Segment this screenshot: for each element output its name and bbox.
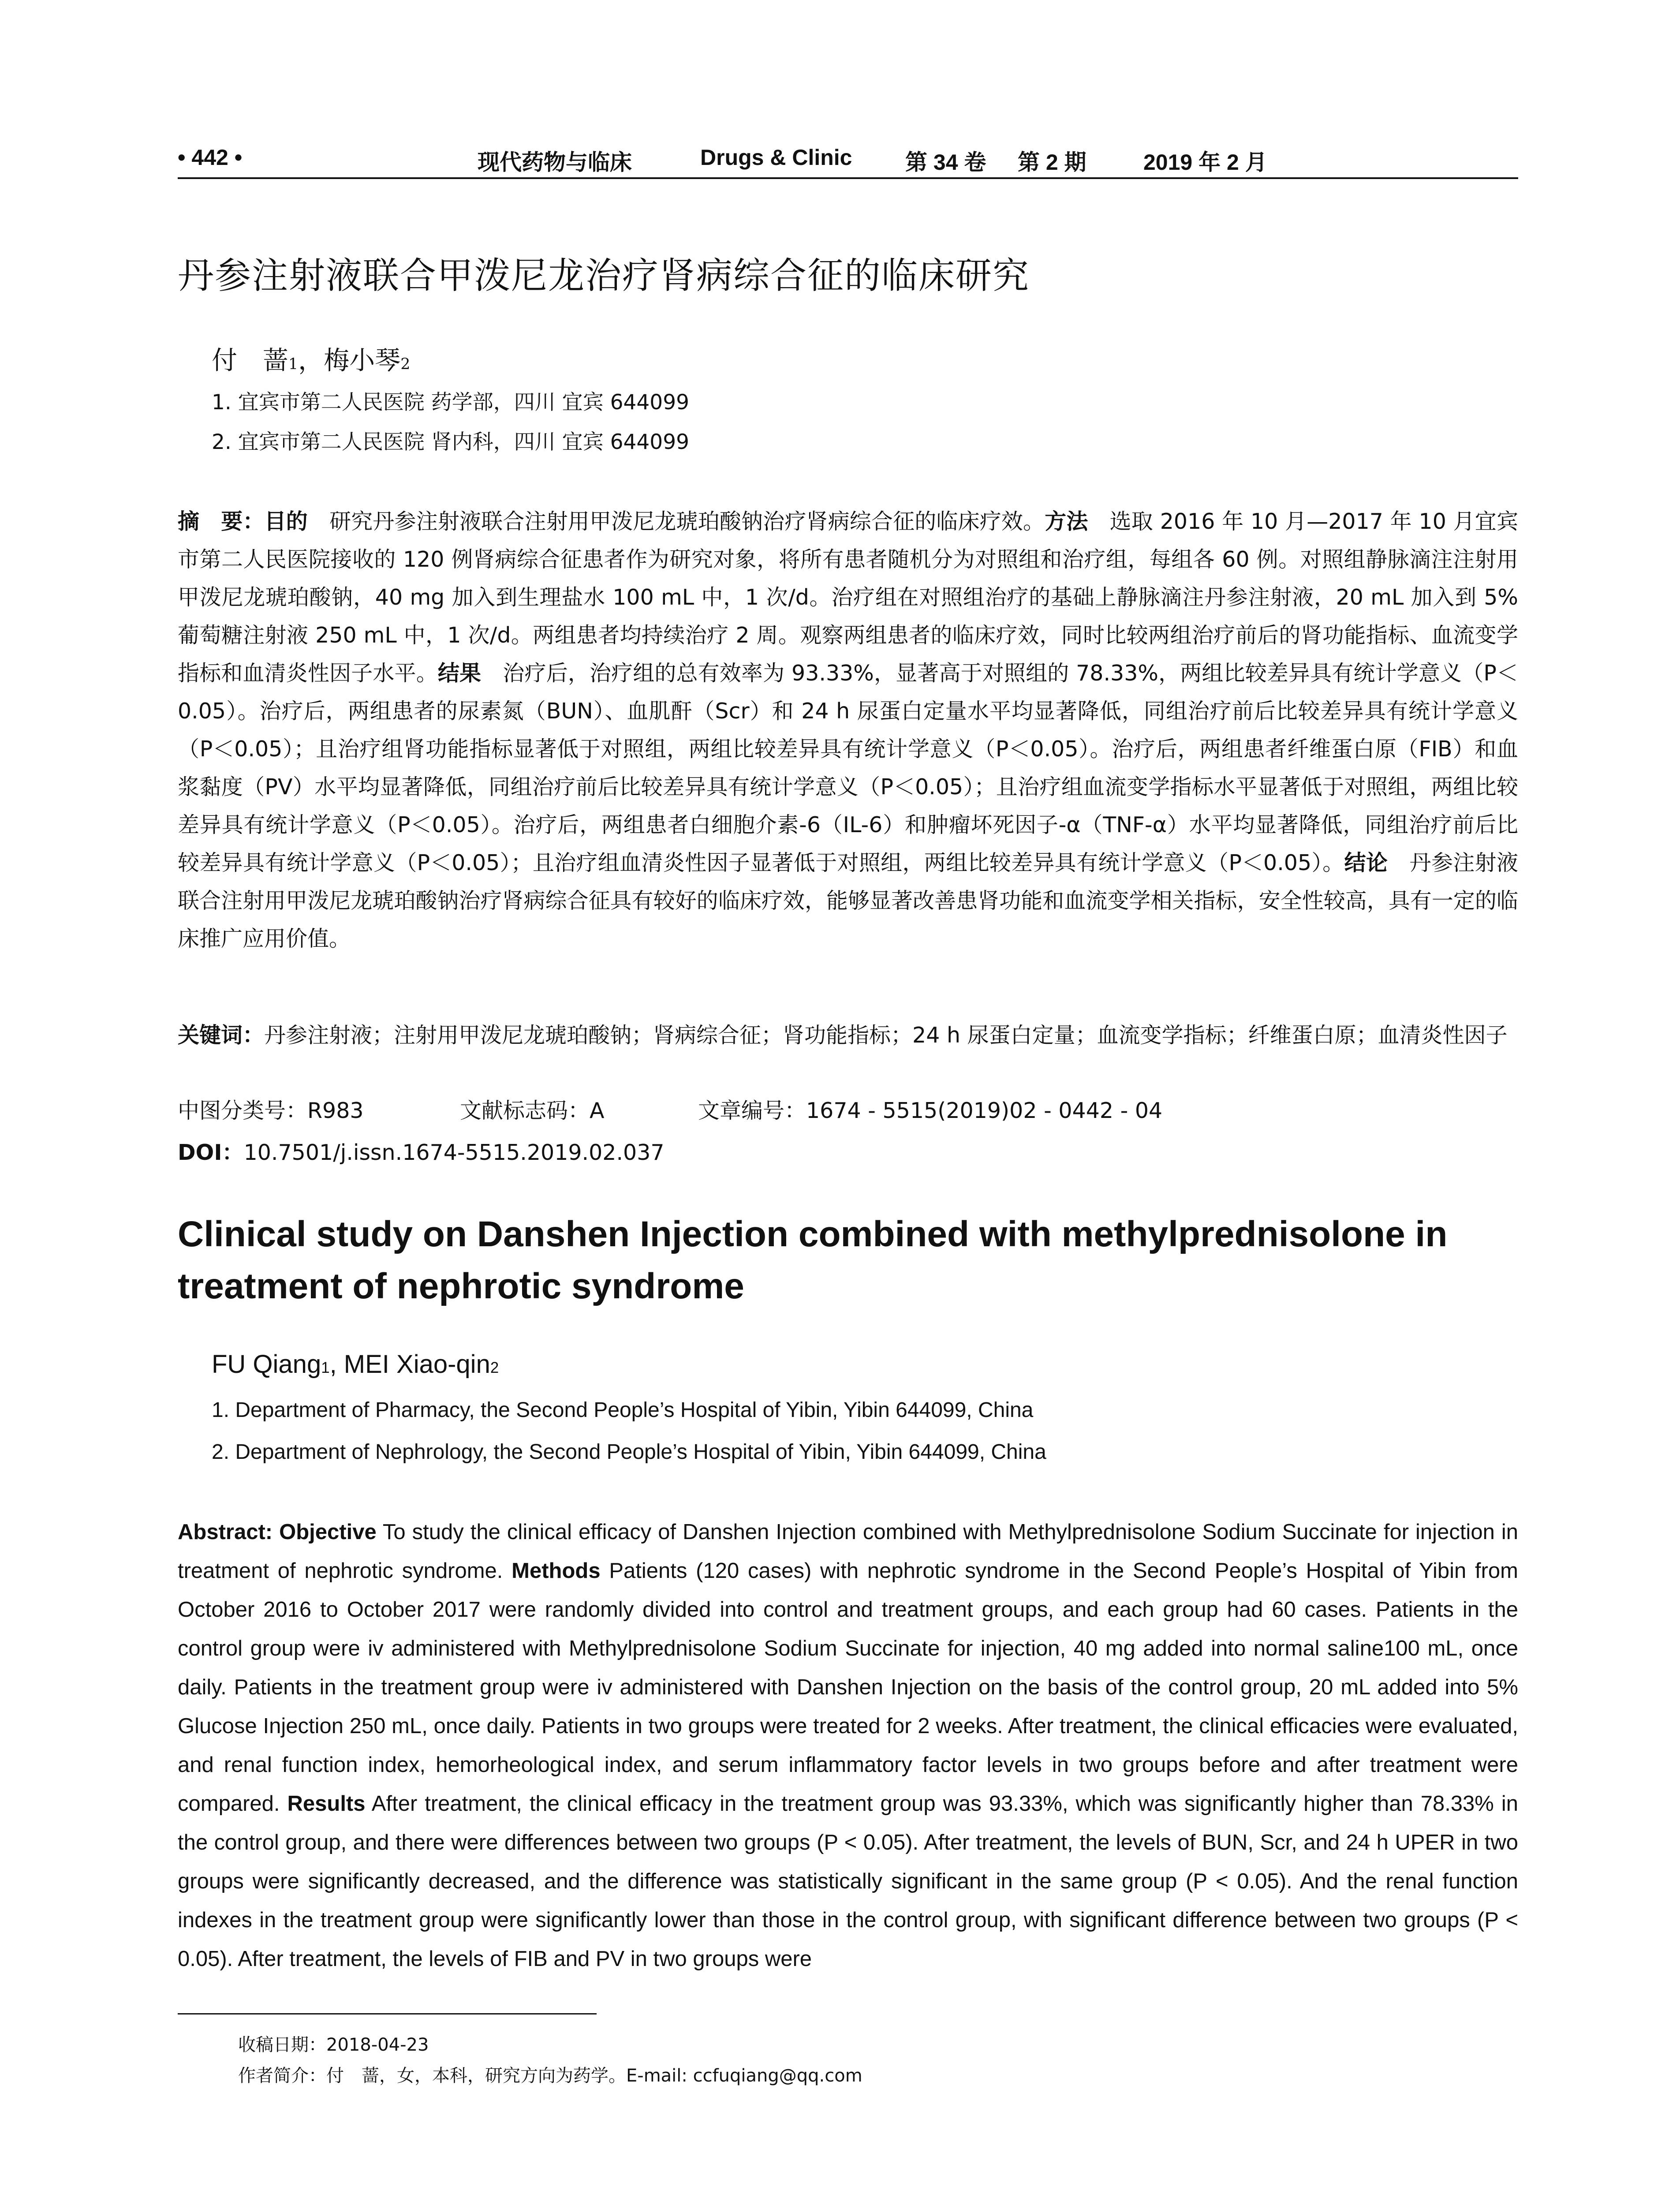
author-en-1-affil: 1 [321,1359,330,1376]
footnote-rule [178,2013,597,2014]
title-en-line-1: Clinical study on Danshen Injection combined with methylprednisolone in [178,1214,1448,1254]
objective-en: To study the clinical efficacy of Danshen Injection combined with Methylprednisolone Sodium Succinate for injection in treatment of nephrotic syndrome. [178,1520,1518,1583]
received-date: 收稿日期：2018-04-23 [238,2035,429,2055]
author-1-affil: 1 [288,355,299,373]
volume: 第 34 卷 [905,150,986,175]
author-1: 付 蔷 [212,345,289,375]
article-number: 文章编号：1674 - 5515(2019)02 - 0442 - 04 [698,1098,1163,1123]
keywords-label: 关键词： [178,1023,265,1048]
keywords-text: 丹参注射液；注射用甲泼尼龙琥珀酸钠；肾病综合征；肾功能指标；24 h 尿蛋白定量；血流变学指标；纤维蛋白原；血清炎性因子 [264,1023,1508,1048]
classification-row [178,1094,1518,1129]
author-en-2: MEI Xiao-qin [343,1350,490,1379]
abstract-cn [178,503,1518,958]
abstract-en [178,1513,1518,1978]
author-en-sep: , [329,1350,344,1379]
clc-number: 中图分类号：R983 [178,1098,364,1123]
results-cn: 治疗后，治疗组的总有效率为 93.33%，显著高于对照组的 78.33%，两组比较差异具有统计学意义（P＜0.05）。治疗后，两组患者的尿素氮（BUN）、血肌酐（Scr）和 24 h 尿蛋白定量水平均显著降低，同组治疗前后比较差异具有统计学意义（P＜0.05）；且治疗组肾功能指标显著低于对照组，两组比较差异具有统计学意义（P＜0.05）。治疗后，两组患者纤维蛋白原（FIB）和血浆黏度（PV）水平均显著降低，同组治疗前后比较差异具有统计学意义（P＜0.05）；且治疗组血流变学指标水平显著低于对照组，两组比较差异具有统计学意义（P＜0.05）。治疗后，两组患者白细胞介素-6（IL-6）和肿瘤坏死因子-α（TNF-α）水平均显著降低，同组治疗前后比较差异具有统计学意义（P＜0.05）；且治疗组血清炎性因子显著低于对照组，两组比较差异具有统计学意义（P＜0.05）。 [178,661,1518,875]
title-en [178,1208,1518,1312]
page-number: • 442 • [178,145,243,170]
title-cn: 丹参注射液联合甲泼尼龙治疗肾病综合征的临床研究 [178,255,1030,297]
authors-cn [212,340,410,377]
issue-date: 2019 年 2 月 [1143,150,1267,175]
abstract-cn-label: 摘 要： [178,509,265,534]
header-rule [178,177,1518,179]
running-header [178,140,1518,180]
conclusion-label-cn: 结论 [1344,850,1388,875]
methods-cn: 选取 2016 年 10 月—2017 年 10 月宜宾市第二人民医院接收的 120 例肾病综合征患者作为研究对象，将所有患者随机分为对照组和治疗组，每组各 60 例。对照组静脉滴注注射用甲泼尼龙琥珀酸钠，40 mg 加入到生理盐水 100 mL 中，1 次/d。治疗组在对照组治疗的基础上静脉滴注丹参注射液，20 mL 加入到 5%葡萄糖注射液 250 mL 中，1 次/d。两组患者均持续治疗 2 周。观察两组患者的临床疗效，同时比较两组治疗前后的肾功能指标、血流变学指标和血清炎性因子水平。 [178,509,1518,686]
author-bio: 作者简介：付 蔷，女，本科，研究方向为药学。E-mail: ccfuqiang@qq.com [238,2066,862,2086]
methods-en: Patients (120 cases) with nephrotic syndrome in the Second People’s Hospital of Yibin from October 2016 to October 2017 were randomly divided into control and treatment groups, and each group had 60 cases. Patients in the control group were iv administered with Methylprednisolone Sodium Succinate for injection, 40 mg added into normal saline100 mL, once daily. Patients in the treatment group were iv administered with Danshen Injection on the basis of the control group, 20 mL added into 5% Glucose Injection 250 mL, once daily. Patients in two groups were treated for 2 weeks. After treatment, the clinical efficacies were evaluated, and renal function index, hemorheological index, and serum inflammatory factor levels in two groups before and after treatment were compared. [178,1559,1518,1816]
authors-en [212,1349,499,1379]
author-2: 梅小琴 [324,345,401,375]
doi-value: 10.7501/j.issn.1674-5515.2019.02.037 [243,1140,665,1165]
author-en-1: FU Qiang [212,1350,321,1379]
journal-name-cn: 现代药物与临床 [478,149,632,175]
affiliation-en-2: 2. Department of Nephrology, the Second People’s Hospital of Yibin, Yibin 644099, China [212,1440,1046,1464]
journal-name-en: Drugs & Clinic [700,145,852,170]
author-en-2-affil: 2 [490,1359,499,1376]
objective-label-cn: 目的 [264,509,308,534]
objective-cn: 研究丹参注射液联合注射用甲泼尼龙琥珀酸钠治疗肾病综合征的临床疗效。 [307,509,1045,534]
doi-label: DOI： [178,1140,244,1165]
keywords-cn [178,1017,1518,1054]
methods-label-cn: 方法 [1045,509,1088,534]
abstract-en-label: Abstract: [178,1520,280,1544]
affiliation-en-1: 1. Department of Pharmacy, the Second People’s Hospital of Yibin, Yibin 644099, China [212,1398,1034,1422]
affiliation-cn-1: 1. 宜宾市第二人民医院 药学部，四川 宜宾 644099 [212,390,690,415]
doi [178,1136,665,1166]
results-label-cn: 结果 [437,661,482,686]
methods-label-en: Methods [511,1559,601,1583]
author-2-affil: 2 [400,355,411,373]
results-en: After treatment, the clinical efficacy in the treatment group was 93.33%, which was significantly higher than 78.33% in the control group, and there were differences between two groups (P < 0.05). After treatment, the levels of BUN, Scr, and 24 h UPER in two groups were significantly decreased, and the difference was statistically significant in the same group (P < 0.05). And the renal function indexes in the treatment group were significantly lower than those in the control group, with significant difference between two groups (P < 0.05). After treatment, the levels of FIB and PV in two groups were [178,1792,1518,1971]
title-en-line-2: treatment of nephrotic syndrome [178,1266,744,1306]
doc-code: 文献标志码：A [460,1098,605,1123]
issue: 第 2 期 [1018,150,1086,175]
conclusion-cn: 丹参注射液联合注射用甲泼尼龙琥珀酸钠治疗肾病综合征具有较好的临床疗效，能够显著改善患肾功能和血流变学相关指标，安全性较高，具有一定的临床推广应用价值。 [178,850,1518,951]
objective-label-en: Objective [279,1520,377,1544]
results-label-en: Results [287,1792,366,1816]
affiliation-cn-2: 2. 宜宾市第二人民医院 肾内科，四川 宜宾 644099 [212,430,690,454]
author-sep: ， [298,345,324,375]
